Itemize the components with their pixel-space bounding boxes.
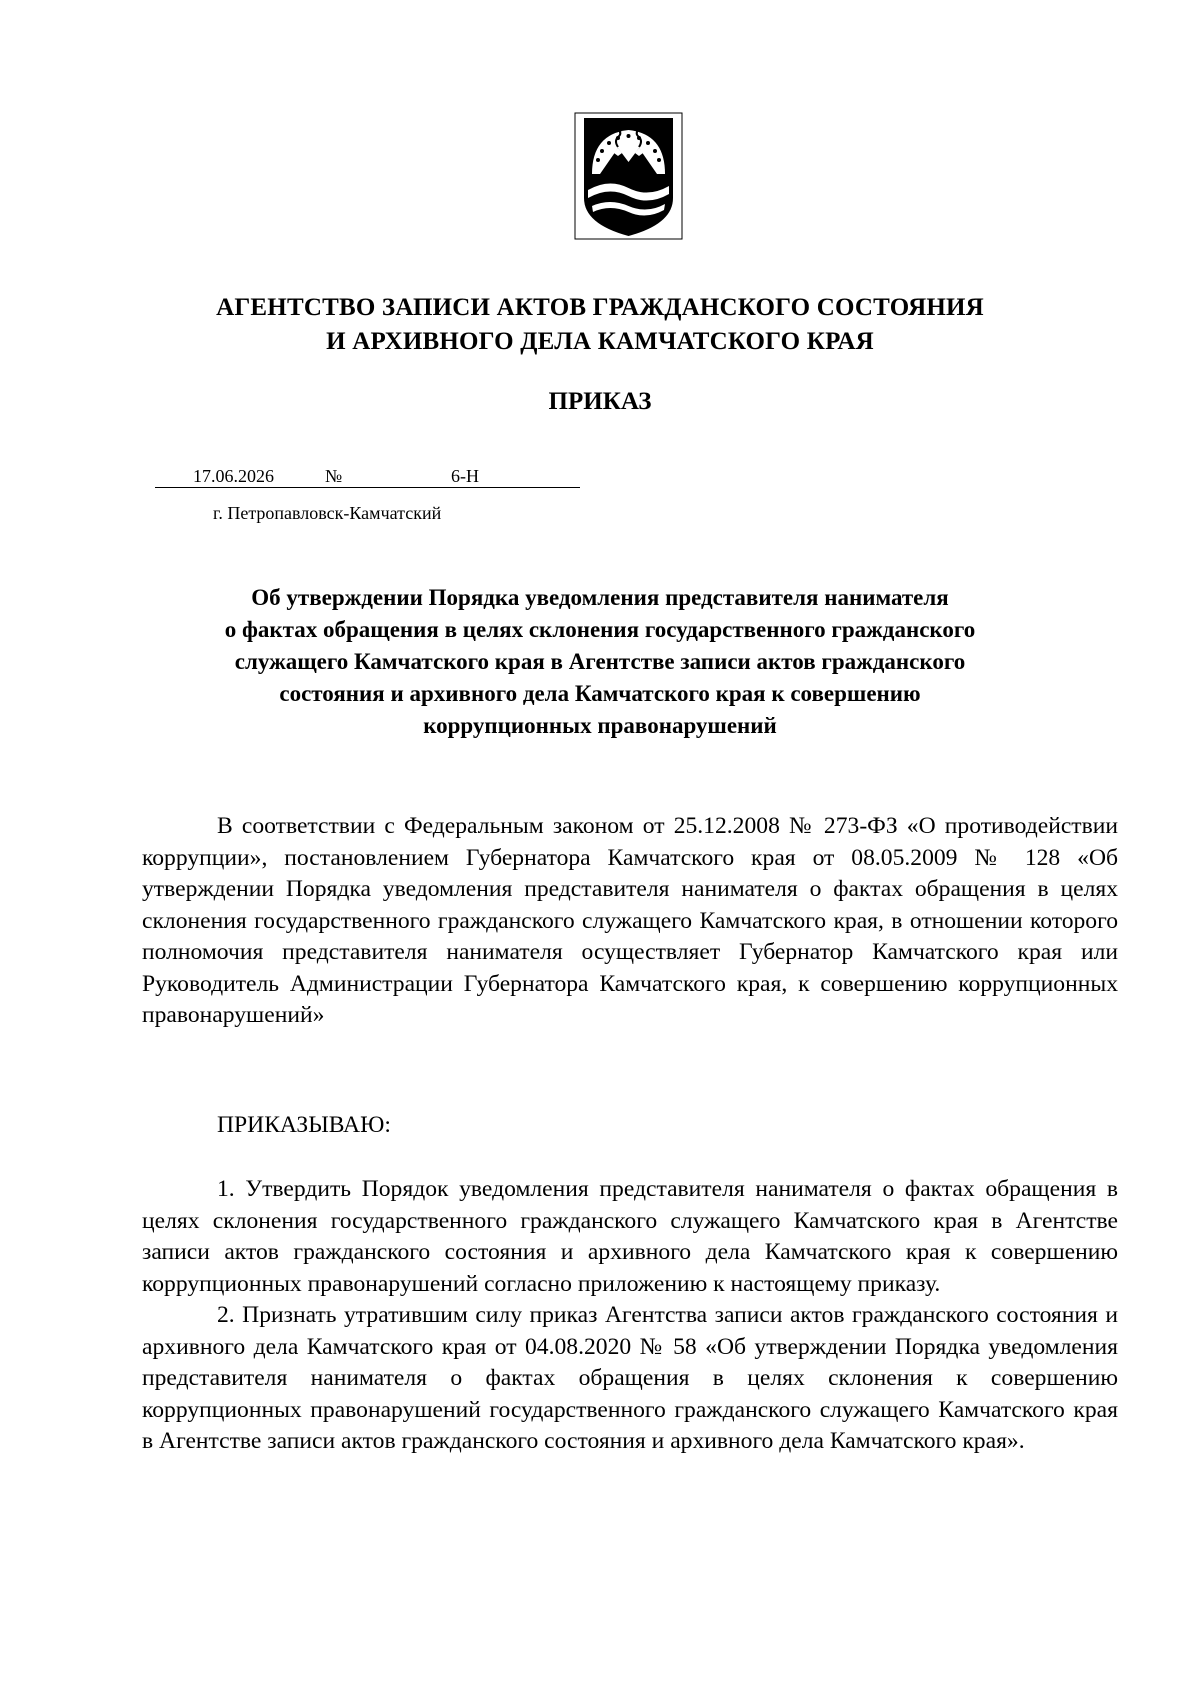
preamble-block — [142, 811, 1118, 1032]
date-number-underline — [155, 487, 580, 488]
agency-name-line-2: И АРХИВНОГО ДЕЛА КАМЧАТСКОГО КРАЯ — [326, 328, 874, 355]
order-number-sign: № — [325, 466, 343, 486]
order-word: ПРИКАЗЫВАЮ: — [217, 1112, 391, 1138]
agency-name — [0, 291, 1200, 359]
order-subject — [0, 582, 1200, 742]
document-type-title: ПРИКАЗ — [548, 388, 652, 415]
kamchatka-coat-of-arms-icon — [574, 112, 683, 240]
order-number: 6-Н — [451, 466, 479, 486]
subject-line-2: о фактах обращения в целях склонения государственного гражданского — [224, 617, 976, 642]
preamble-paragraph: В соответствии с Федеральным законом от 25.12.2008 № 273-ФЗ «О противодействии коррупции», постановлением Губернатора Камчатского края от 08.05.2009 № 128 «Об утверждении Порядка уведомления представителя нанимателя о фактах обращения в целях склонения государственного гражданского служащего Камчатского края, в отношении которого полномочия представителя нанимателя осуществляет Губернатор Камчатского края или Руководитель Администрации Губернатора Камчатского края, к совершению коррупционных правонарушений» — [142, 813, 1118, 1028]
agency-name-line-1: АГЕНТСТВО ЗАПИСИ АКТОВ ГРАЖДАНСКОГО СОСТОЯНИЯ — [216, 294, 984, 321]
order-date: 17.06.2026 — [193, 466, 274, 486]
order-items-block — [142, 1174, 1118, 1458]
city-name: г. Петропавловск-Камчатский — [213, 503, 442, 523]
order-item-1: 1. Утвердить Порядок уведомления представителя нанимателя о фактах обращения в целях склонения государственного гражданского служащего Камчатского края в Агентстве записи актов гражданского состояния и архивного дела Камчатского края к совершению коррупционных правонарушений согласно приложению к настоящему приказу. — [142, 1176, 1118, 1297]
subject-line-5: коррупционных правонарушений — [423, 713, 777, 738]
subject-line-1: Об утверждении Порядка уведомления представителя нанимателя — [251, 585, 949, 610]
subject-line-3: служащего Камчатского края в Агентстве записи актов гражданского — [234, 649, 966, 674]
order-date-number-line — [155, 465, 580, 489]
subject-line-4: состояния и архивного дела Камчатского края к совершению — [279, 681, 921, 706]
order-item-2: 2. Признать утратившим силу приказ Агентства записи актов гражданского состояния и архивного дела Камчатского края от 04.08.2020 № 58 «Об утверждении Порядка уведомления представителя нанимателя о фактах обращения в целях склонения к совершению коррупционных правонарушений государственного гражданского служащего Камчатского края в Агентстве записи актов гражданского состояния и архивного дела Камчатского края». — [142, 1302, 1118, 1454]
